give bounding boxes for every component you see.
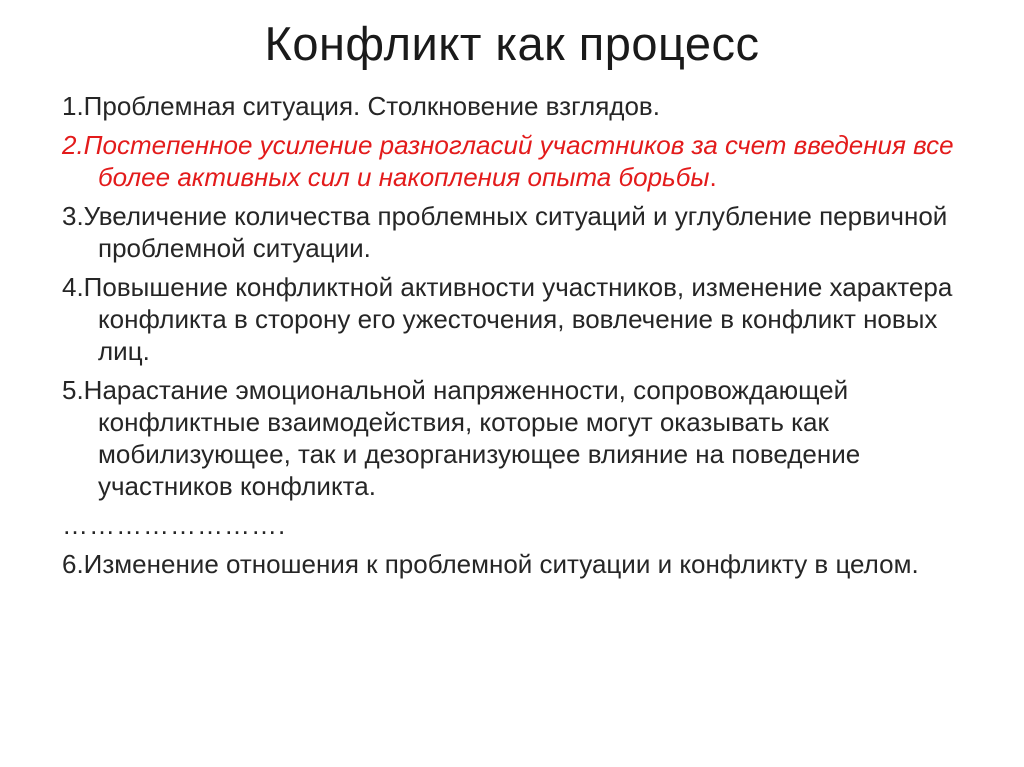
list-item-stage-4: 4.Повышение конфликтной активности участников, изменение характера конфликта в сторону его ужесточения, вовлечение в конфликт новых лиц. [62,272,953,366]
list-item-stage-5: 5.Нарастание эмоциональной напряженности, сопровождающей конфликтные взаимодействия, которые могут оказывать как мобилизующее, так и дезорганизующее влияние на поведение участников конфликта. [62,375,861,501]
list-item-stage-2-text: 2.Постепенное усиление разногласий участников за счет введения все более активных сил и накопления опыта борьбы [62,130,954,192]
list-item-stage-2 [62,129,992,193]
list-item-ellipsis: ……………………. [62,510,287,540]
list-item-stage-3: 3.Увеличение количества проблемных ситуаций и углубление первичной проблемной ситуации. [62,201,948,263]
list-item-stage-6: 6.Изменение отношения к проблемной ситуации и конфликту в целом. [62,549,919,579]
list-item-stage-1: 1.Проблемная ситуация. Столкновение взглядов. [62,91,660,121]
list-item-stage-2-period: . [709,162,717,192]
slide-title: Конфликт как процесс [264,17,760,70]
stage-list [62,90,992,587]
